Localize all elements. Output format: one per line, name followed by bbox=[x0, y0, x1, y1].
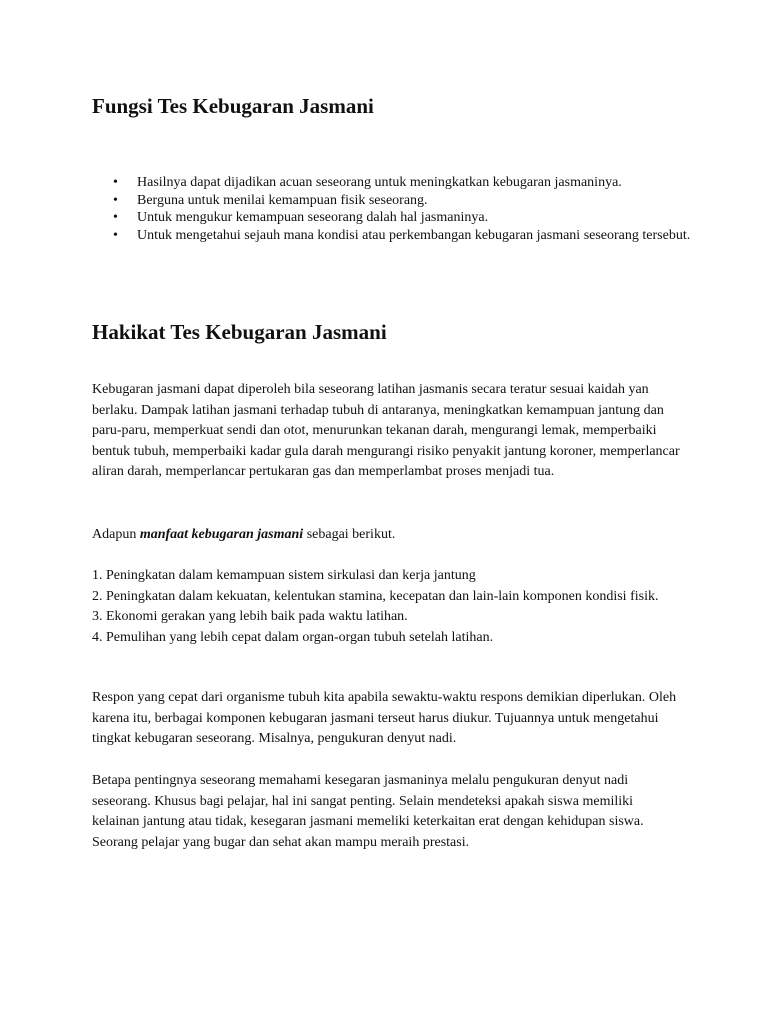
list-item: 2. Peningkatan dalam kekuatan, kelentukan stamina, kecepatan dan lain-lain komponen kondisi fisik. bbox=[92, 588, 659, 604]
list-item: 1. Peningkatan dalam kemampuan sistem sirkulasi dan kerja jantung bbox=[92, 568, 476, 583]
list-item: • Untuk mengetahui sejauh mana kondisi atau perkembangan kebugaran jasmani seseorang tersebut. bbox=[92, 227, 692, 245]
intro-prefix: Adapun bbox=[92, 527, 140, 542]
list-item: • Untuk mengukur kemampuan seseorang dalah hal jasmaninya. bbox=[92, 209, 692, 227]
paragraph-manfaat-intro bbox=[92, 525, 680, 546]
heading-hakikat: Hakikat Tes Kebugaran Jasmani bbox=[92, 320, 387, 344]
heading-fungsi: Fungsi Tes Kebugaran Jasmani bbox=[92, 94, 374, 118]
manfaat-list bbox=[92, 566, 680, 648]
list-item: 3. Ekonomi gerakan yang lebih baik pada waktu latihan. bbox=[92, 609, 408, 624]
paragraph-betapa: Betapa pentingnya seseorang memahami kesegaran jasmaninya melalu pengukuran denyut nadi seseorang. Khusus bagi pelajar, hal ini sangat penting. Selain mendeteksi apakah siswa memiliki kelainan jantung atau tidak, kesegaran jasmani memeliki keterkaitan erat dengan kehidupan siswa. Seorang pelajar yang bugar dan sehat akan mampu meraih prestasi. bbox=[92, 773, 644, 850]
list-item: 4. Pemulihan yang lebih cepat dalam organ-organ tubuh setelah latihan. bbox=[92, 629, 494, 645]
paragraph-hakikat-1: Kebugaran jasmani dapat diperoleh bila seseorang latihan jasmanis secara teratur sesuai kaidah yan berlaku. Dampak latihan jasmani terhadap tubuh di antaranya, meningkatkan kemampuan jantung dan paru-paru, memperkuat sendi dan otot, menurunkan tekanan darah, mengurangi lemak, memperbaiki bentuk tubuh, memperbaiki kadar gula darah mengurangi risiko penyakit jantung koroner, memperlancar aliran darah, memperlancar pertukaran gas dan memperlambat proses menjadi tua. bbox=[92, 382, 680, 479]
list-item: • Hasilnya dapat dijadikan acuan seseorang untuk meningkatkan kebugaran jasmaninya. bbox=[92, 174, 692, 192]
list-item: • Berguna untuk menilai kemampuan fisik seseorang. bbox=[92, 192, 692, 210]
manfaat-emphasis: manfaat kebugaran jasmani bbox=[139, 527, 304, 542]
paragraph-respon: Respon yang cepat dari organisme tubuh kita apabila sewaktu-waktu respons demikian diperlukan. Oleh karena itu, berbagai komponen kebugaran jasmani terseut harus diukur. Tujuannya untuk mengetahui tingkat kebugaran seseorang. Misalnya, pengukuran denyut nadi. bbox=[92, 690, 677, 746]
fungsi-bullet-list bbox=[92, 174, 692, 244]
intro-suffix: sebagai berikut. bbox=[303, 527, 396, 542]
